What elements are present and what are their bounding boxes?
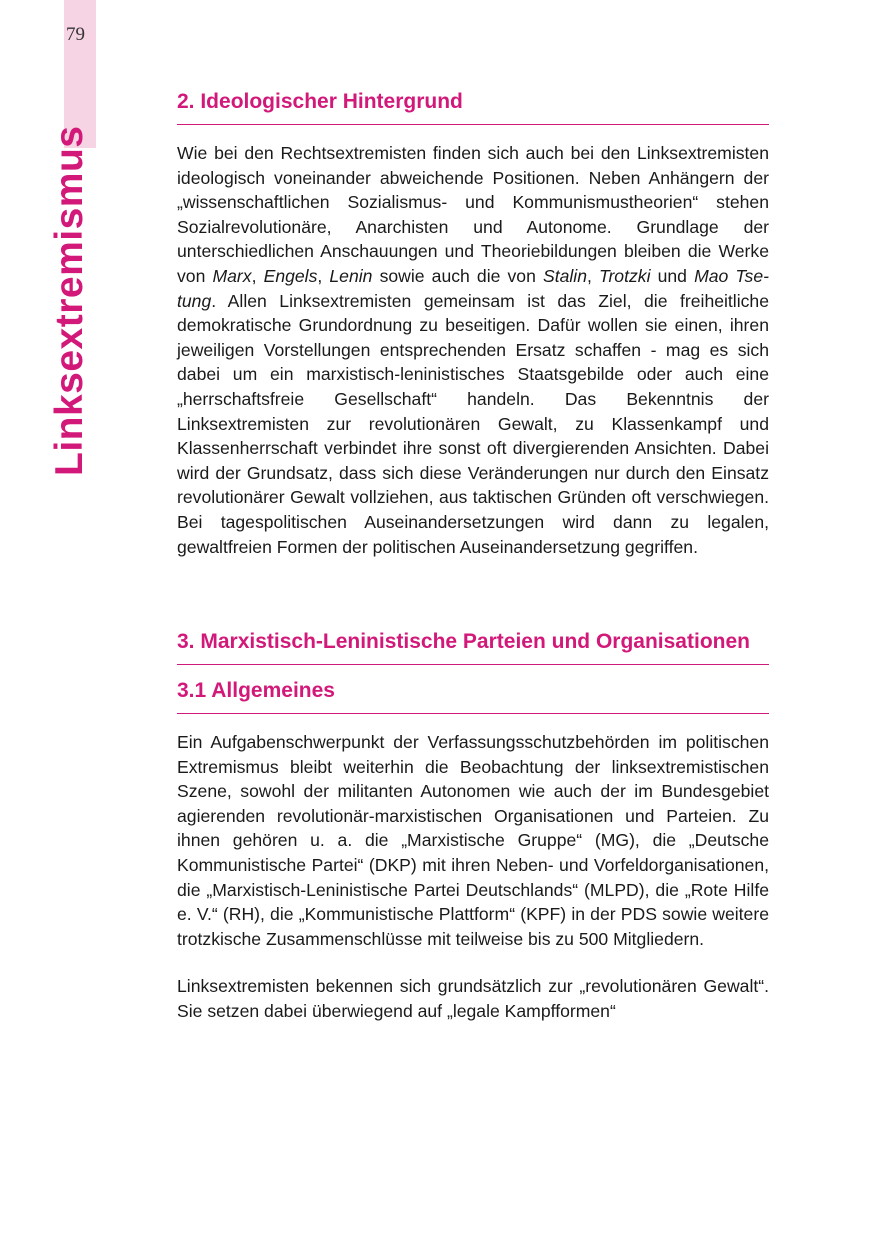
page-content — [177, 90, 769, 1024]
separator: , — [587, 265, 599, 286]
author-name: Mao Tse-tung — [177, 265, 769, 311]
paragraph-text: Wie bei den Rechtsextremisten finden sich auch bei den Linksextremisten ideologisch voneinander abweichende Positionen. Neben Anhängern der „wissenschaftlichen Sozialismus- und Kommunismustheorien“ stehen Sozialrevolutionäre, Anarchisten und Autonome. Grundlage der unterschiedlichen Anschauungen und Theoriebildungen bleiben die Werke von — [177, 143, 769, 286]
paragraph-text: und — [650, 265, 695, 286]
section-2-heading: 2. Ideologischer Hintergrund — [177, 90, 769, 125]
section-3-1-paragraph-2: Linksextremisten bekennen sich grundsätzlich zur „revolutionären Gewalt“. Sie setzen dabei überwiegend auf „legale Kampfformen“ — [177, 976, 769, 1022]
separator: , — [251, 265, 264, 286]
author-name: Lenin — [329, 265, 373, 286]
section-2-paragraph — [177, 141, 769, 559]
paragraph-text: sowie auch die von — [372, 265, 543, 286]
section-3-1-paragraph-1: Ein Aufgabenschwerpunkt der Verfassungsschutzbehörden im politischen Extremismus bleibt weiterhin die Beobachtung der linksextremistischen Szene, sowohl der militanten Autonomen wie auch der im Bundesgebiet agierenden revolutionär-marxistischen Organisationen und Parteien. Zu ihnen gehören u. a. die „Marxistische Gruppe“ (MG), die „Deutsche Kommunistische Partei“ (DKP) mit ihren Neben- und Vorfeldorganisationen, die „Marxistisch-Leninistische Partei Deutschlands“ (MLPD), die „Rote Hilfe e. V.“ (RH), die „Kommunistische Plattform“ (KPF) in der PDS sowie weitere trotzkische Zusammenschlüsse mit teilweise bis zu 500 Mitgliedern. — [177, 732, 769, 949]
section-3-heading: 3. Marxistisch-Leninistische Parteien und Organisationen — [177, 630, 769, 665]
section-3-1-heading: 3.1 Allgemeines — [177, 679, 769, 714]
chapter-side-title: Linksextremismus — [48, 125, 91, 476]
paragraph-text: . Allen Linksextremisten gemeinsam ist das Ziel, die freiheitliche demokratische Grundordnung zu beseitigen. Dafür wollen sie einen, ihren jeweiligen Vorstellungen entsprechenden Ersatz schaffen - mag es sich dabei um ein marxistisch-leninistisches Staatsgebilde oder auch eine „herrschaftsfreie Gesellschaft“ handeln. Das Bekenntnis der Linksextremisten zur revolutionären Gewalt, zu Klassenkampf und Klassenherrschaft verbindet ihre sonst oft divergierenden Ansichten. Dabei wird der Grundsatz, dass sich diese Veränderungen nur durch den Einsatz revolutionärer Gewalt vollziehen, aus taktischen Gründen oft verschwiegen. Bei tagespolitischen Auseinandersetzungen wird dann zu legalen, gewaltfreien Formen der politischen Auseinandersetzung gegriffen. — [177, 290, 769, 557]
page-number: 79 — [66, 24, 85, 45]
author-name: Stalin — [542, 265, 587, 286]
author-name: Trotzki — [599, 265, 651, 286]
separator: , — [317, 265, 330, 286]
author-name: Marx — [212, 265, 252, 286]
author-name: Engels — [263, 265, 318, 286]
